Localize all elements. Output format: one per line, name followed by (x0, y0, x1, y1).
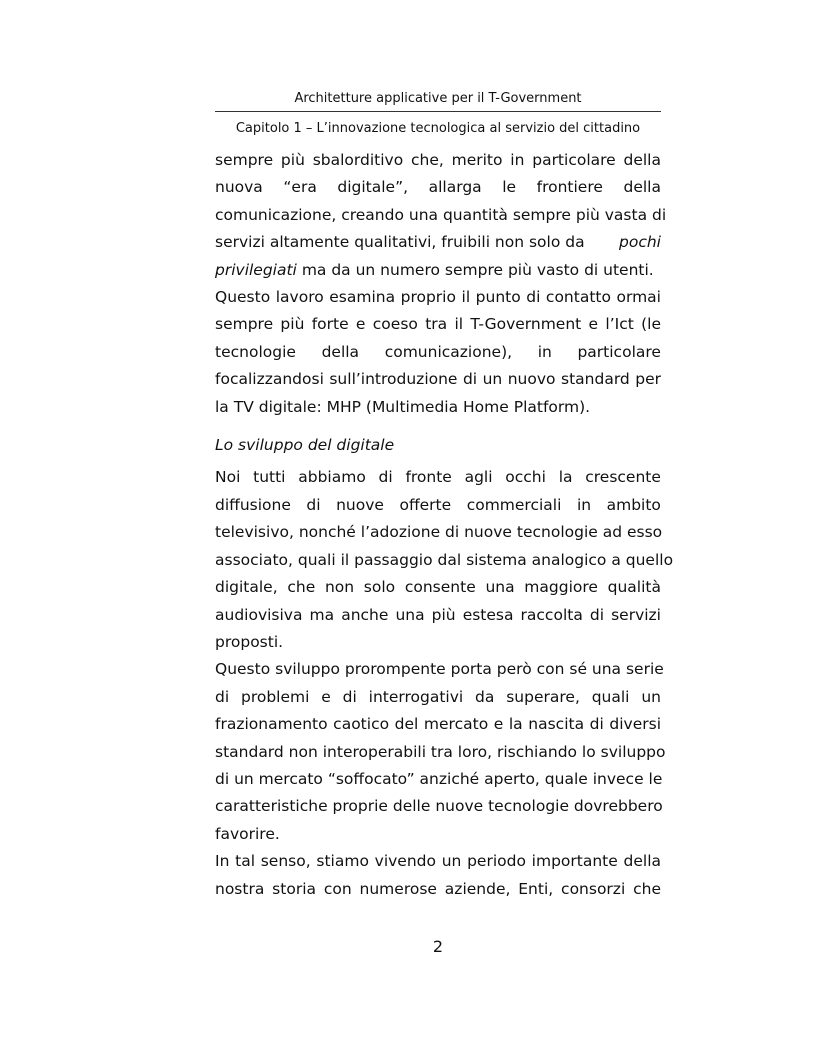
text-line: tecnologie della comunicazione), in particolare (215, 342, 661, 361)
text-line: focalizzandosi sull’introduzione di un nuovo standard per (215, 370, 661, 389)
paragraph-1 (215, 147, 667, 284)
chapter-title: Capitolo 1 – L’innovazione tecnologica al servizio del cittadino (235, 121, 641, 136)
text-line: Questo lavoro esamina proprio il punto di contatto ormai (215, 288, 661, 307)
paragraph-2 (215, 284, 661, 421)
text-line: associato, quali il passaggio dal sistema analogico a quello (215, 550, 674, 569)
text-line: favorire. (215, 824, 280, 843)
text-line: Questo sviluppo prorompente porta però con sé una serie (215, 660, 664, 679)
text-line: proposti. (215, 632, 284, 651)
body-text (215, 147, 674, 903)
paragraph-5 (215, 848, 661, 903)
text-line: sempre più forte e coeso tra il T-Government e l’Ict (le (215, 315, 661, 334)
text-line: diffusione di nuove offerte commerciali in ambito (215, 495, 661, 514)
text-line: nostra storia con numerose aziende, Enti, consorzi che (215, 879, 661, 898)
text-line: audiovisiva ma anche una più estesa raccolta di servizi (215, 605, 661, 624)
text-line: sempre più sbalorditivo che, merito in particolare della (215, 151, 661, 169)
text-line: televisivo, nonché l’adozione di nuove tecnologie ad esso (215, 523, 663, 542)
text-line: di problemi e di interrogativi da superare, quali un (215, 687, 661, 706)
text-line: comunicazione, creando una quantità sempre più vasta di (215, 205, 667, 224)
text-line: caratteristiche proprie delle nuove tecnologie dovrebbero (215, 797, 663, 816)
paragraph-4 (215, 656, 666, 848)
text-line: frazionamento caotico del mercato e la nascita di diversi (215, 715, 661, 734)
text-line: servizi altamente qualitativi, fruibili non solo da pochi (215, 233, 661, 252)
text-line: privilegiati ma da un numero sempre più vasto di utenti. (215, 260, 654, 279)
header-divider (215, 111, 661, 112)
page-number: 2 (432, 937, 444, 956)
paragraph-3 (215, 464, 674, 656)
text-line: In tal senso, stiamo vivendo un periodo importante della (215, 852, 661, 871)
running-title: Architetture applicative per il T-Government (294, 91, 582, 106)
text-line: nuova “era digitale”, allarga le frontiere della (215, 178, 661, 197)
text-line: standard non interoperabili tra loro, rischiando lo sviluppo (215, 742, 666, 761)
text-line: digitale, che non solo consente una maggiore qualità (215, 578, 661, 597)
text-line: la TV digitale: MHP (Multimedia Home Platform). (215, 397, 591, 416)
section-heading: Lo sviluppo del digitale (215, 436, 395, 455)
text-line: di un mercato “soffocato” anziché aperto, quale invece le (215, 769, 663, 788)
text-line: Noi tutti abbiamo di fronte agli occhi la crescente (215, 468, 661, 487)
